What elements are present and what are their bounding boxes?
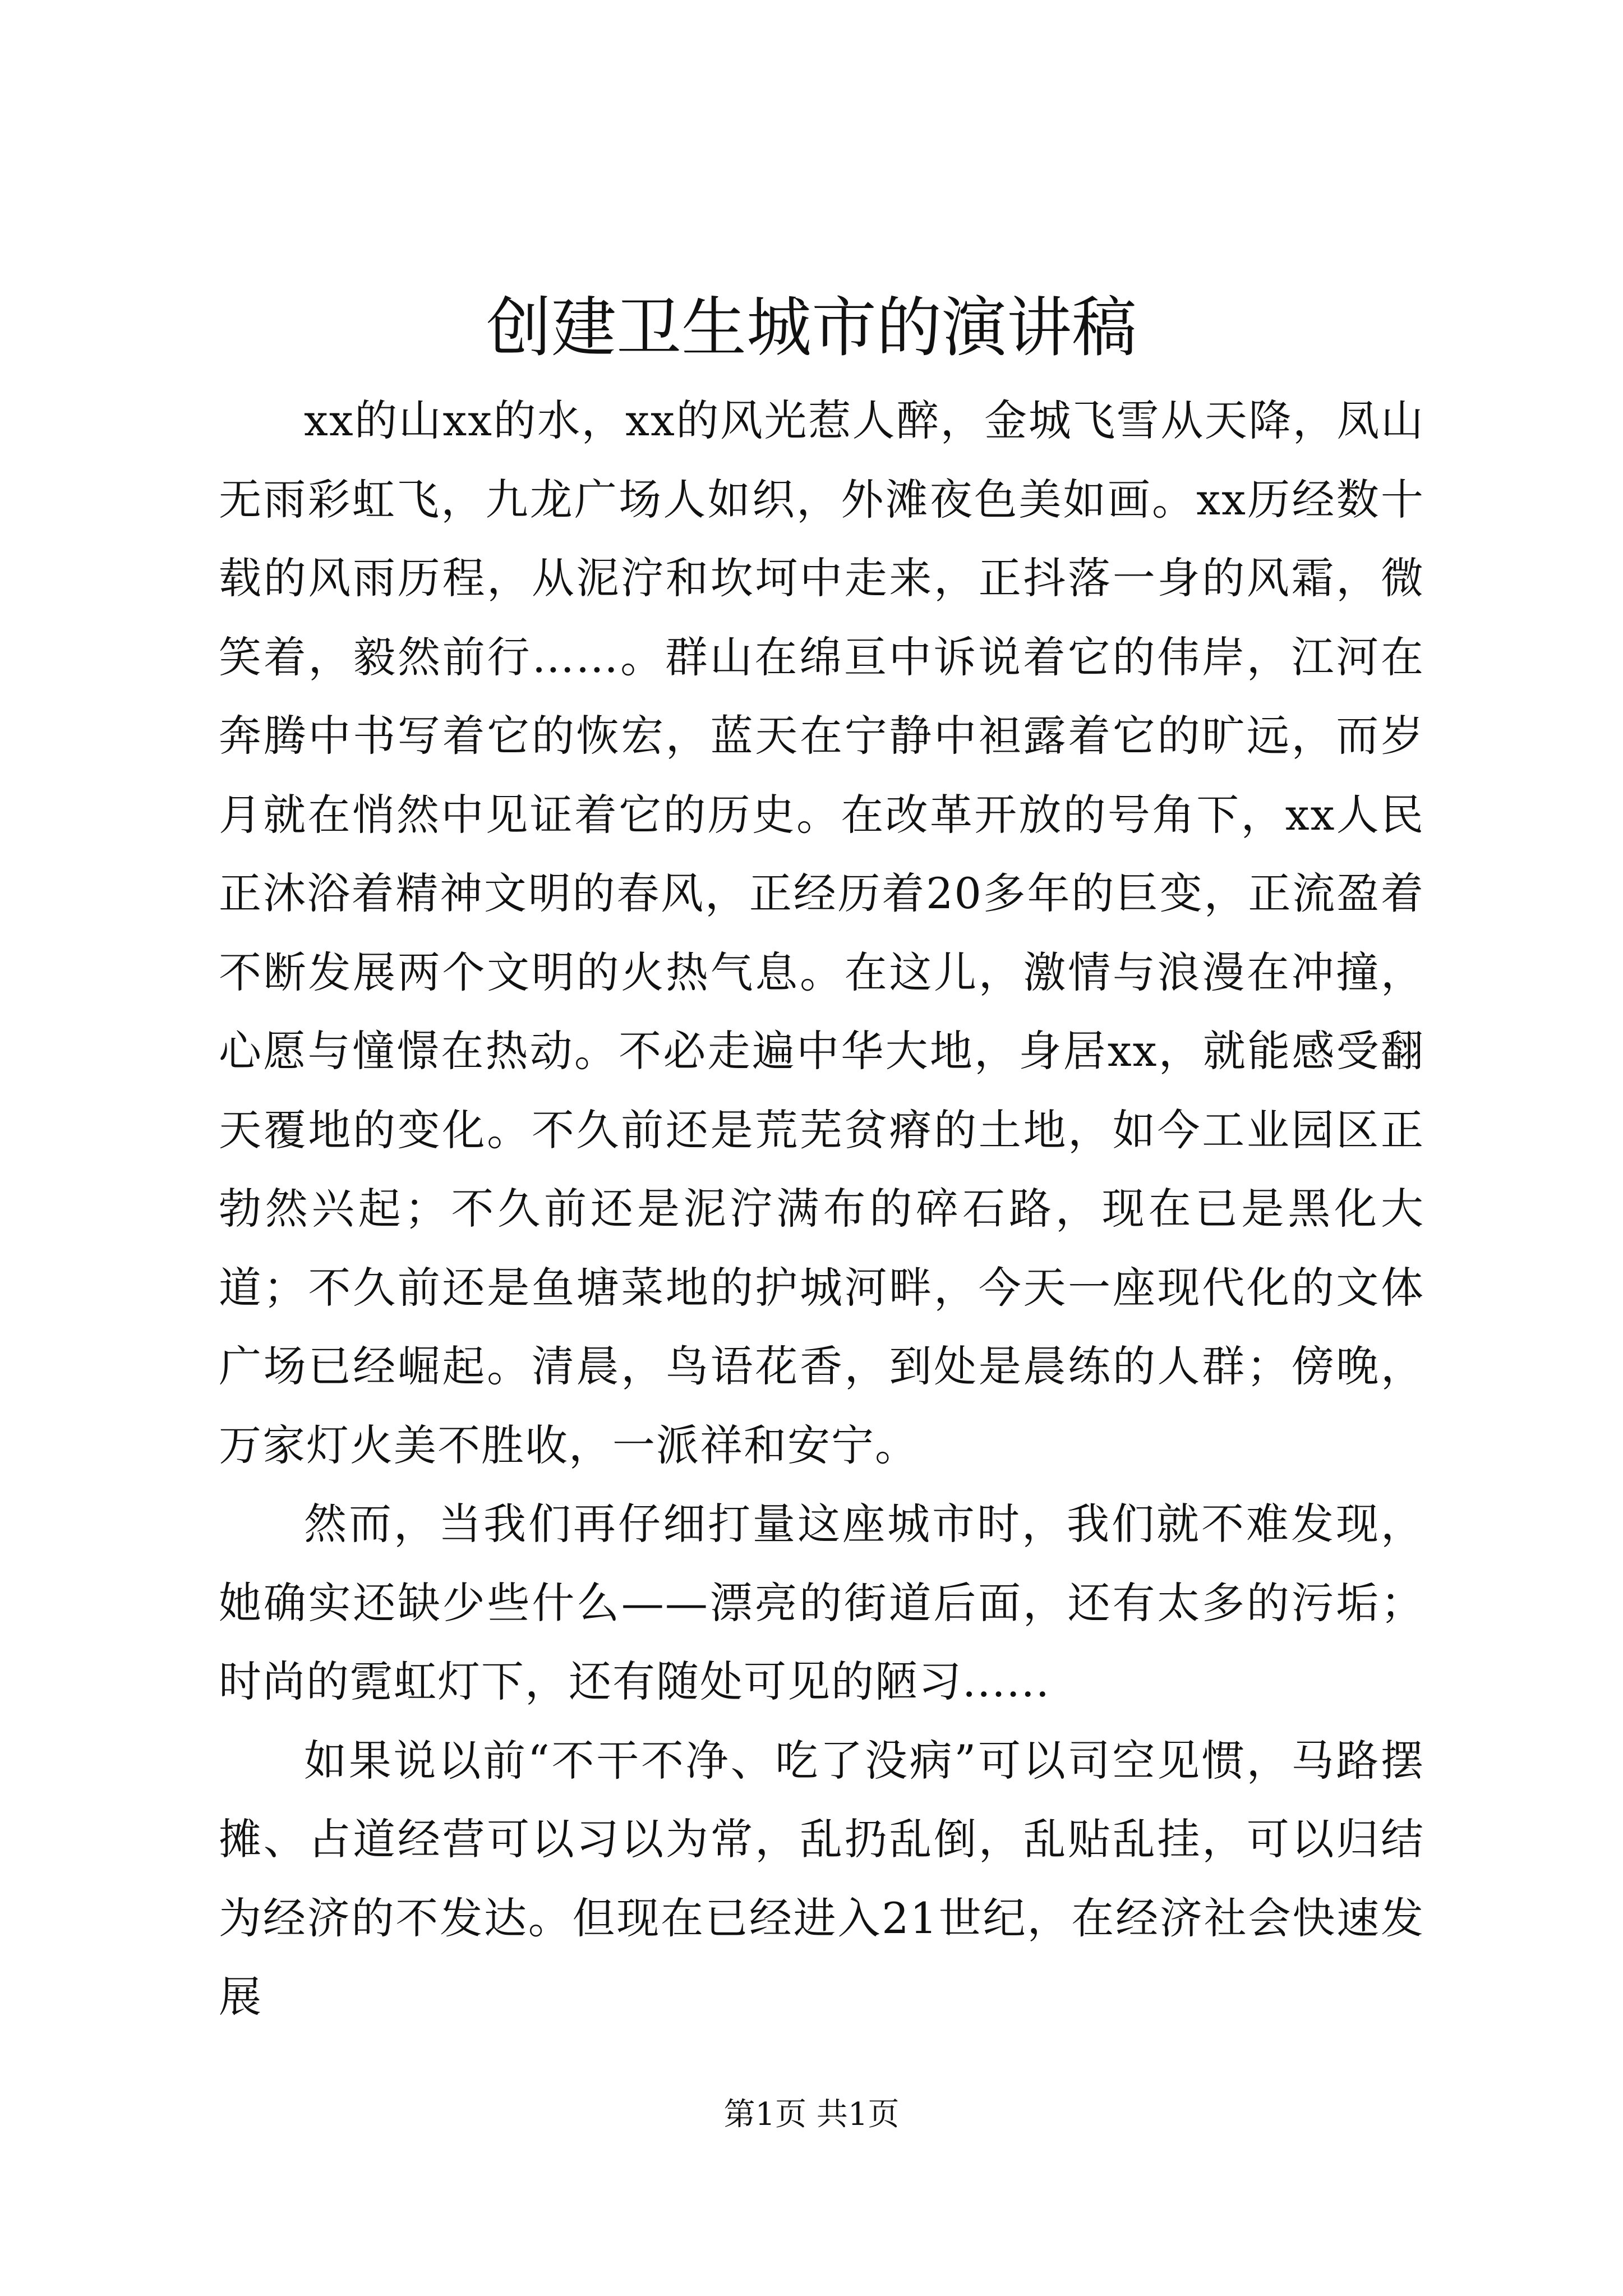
document-title: 创建卫生城市的演讲稿 [486,290,1137,366]
paragraph-1: xx的山xx的水，xx的风光惹人醉，金城飞雪从天降，凤山无雨彩虹飞，九龙广场人如织，外滩夜色美如画。xx历经数十载的风雨历程，从泥泞和坎坷中走来，正抖落一身的风霜，微笑着，毅然前行……。群山在绵亘中诉说着它的伟岸，江河在奔腾中书写着它的恢宏，蓝天在宁静中袒露着它的旷远，而岁月就在悄然中见证着它的历史。在改革开放的号角下，xx人民正沐浴着精神文明的春风，正经历着20多年的巨变，正流盈着不断发展两个文明的火热气息。在这儿，激情与浪漫在冲撞，心愿与憧憬在热动。不必走遍中华大地，身居xx，就能感受翻天覆地的变化。不久前还是荒芜贫瘠的土地，如今工业园区正勃然兴起；不久前还是泥泞满布的碎石路，现在已是黑化大道；不久前还是鱼塘菜地的护城河畔，今天一座现代化的文体广场已经崛起。清晨，鸟语花香，到处是晨练的人群；傍晚，万家灯火美不胜收，一派祥和安宁。 [219,395,1424,1470]
paragraph-3: 如果说以前“不干不净、吃了没病”可以司空见惯，马路摆摊、占道经营可以习以为常，乱扔乱倒，乱贴乱挂，可以归结为经济的不发达。但现在已经进入21世纪，在经济社会快速发展 [219,1735,1424,2022]
page-footer: 第1页 共1页 [723,2096,900,2133]
paragraph-2: 然而，当我们再仔细打量这座城市时，我们就不难发现，她确实还缺少些什么——漂亮的街道后面，还有太多的污垢；时尚的霓虹灯下，还有随处可见的陋习...... [219,1499,1424,1706]
document-body [219,381,1424,2037]
